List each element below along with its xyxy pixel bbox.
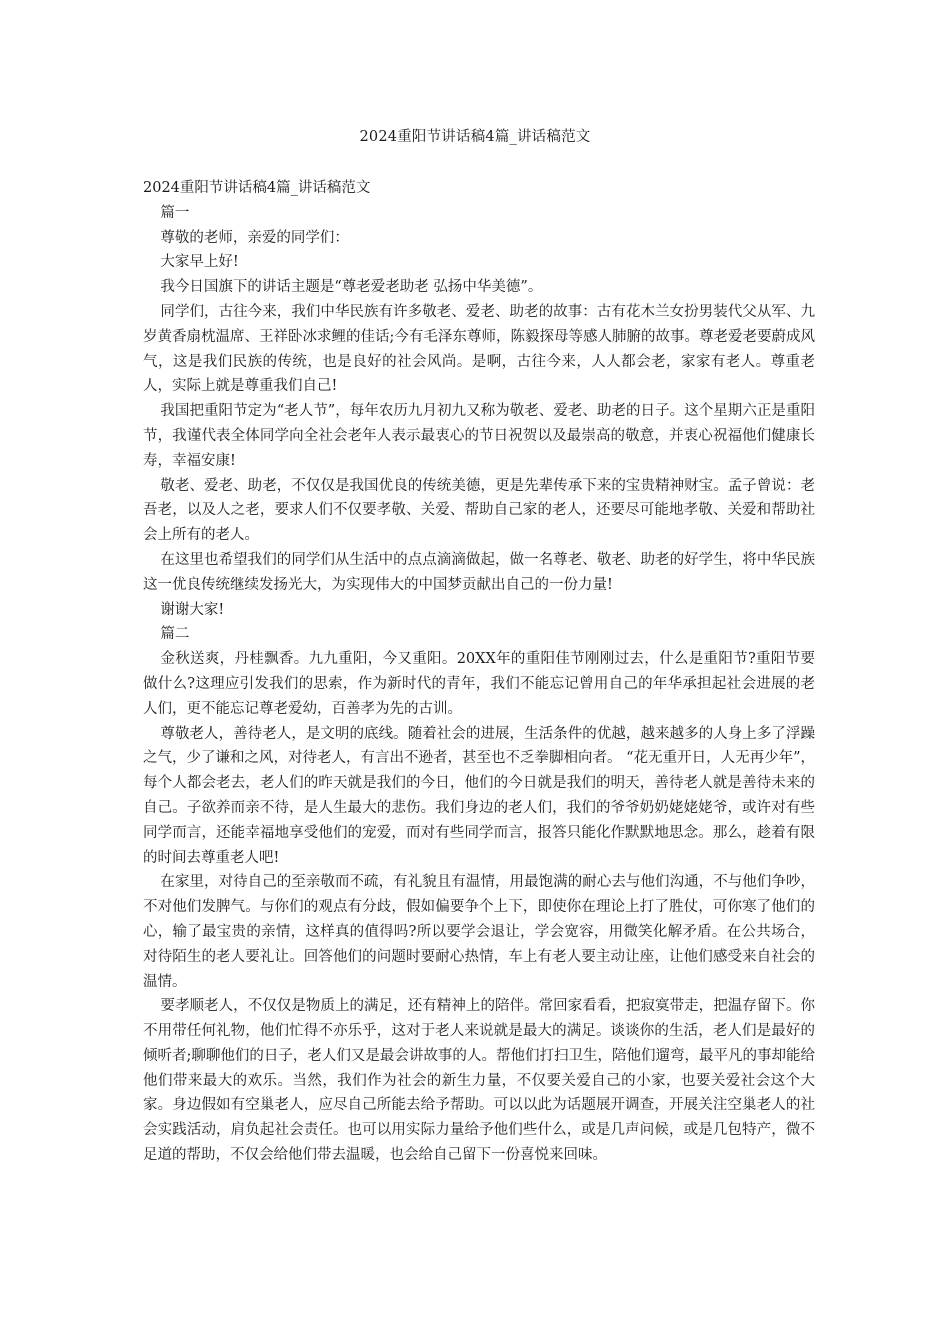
document-title: 2024重阳节讲话稿4篇_讲话稿范文	[359, 129, 591, 145]
paragraph: 我今日国旗下的讲话主题是“尊老爱老助老 弘扬中华美德”。	[160, 279, 543, 296]
salutation: 尊敬的老师，亲爱的同学们：	[160, 229, 349, 246]
closing: 谢谢大家!	[160, 601, 225, 618]
document-heading: 2024重阳节讲话稿4篇_讲话稿范文	[143, 180, 371, 196]
document-body	[143, 176, 815, 1168]
paragraph: 要孝顺老人，不仅仅是物质上的满足，还有精神上的陪伴。常回家看看，把寂寞带走，把温存留下。你不用带任何礼物，他们忙得不亦乐乎，这对于老人来说就是最大的满足。谈谈你的生活，老人们是最好的倾听者;聊聊他们的日子，老人们又是最会讲故事的人。帮他们打扫卫生，陪他们遛弯，最平凡的事却能给他们带来最大的欢乐。当然，我们作为社会的新生力量，不仅要关爱自己的小家，也要关爱社会这个大家。身边假如有空巢老人，应尽自己所能去给予帮助。可以以此为话题展开调查，开展关注空巢老人的社会实践活动，肩负起社会责任。也可以用实际力量给予他们些什么，或是几声问候，或是几包特产，微不足道的帮助，不仅会给他们带去温暖，也会给自己留下一份喜悦来回味。	[143, 998, 815, 1164]
section-label-2: 篇二	[160, 626, 190, 643]
paragraph: 在这里也希望我们的同学们从生活中的点点滴滴做起，做一名尊老、敬老、助老的好学生，将中华民族这一优良传统继续发扬光大，为实现伟大的中国梦贡献出自己的一份力量!	[143, 551, 815, 593]
paragraph: 敬老、爱老、助老，不仅仅是我国优良的传统美德，更是先辈传承下来的宝贵精神财宝。孟子曾说：老吾老，以及人之老，要求人们不仅要孝敬、关爱、帮助自己家的老人，还要尽可能地孝敬、关爱和帮助社会上所有的老人。	[143, 477, 815, 544]
greeting: 大家早上好!	[160, 254, 239, 271]
paragraph: 金秋送爽，丹桂飘香。九九重阳，今又重阳。20XX年的重阳佳节刚刚过去，什么是重阳节?重阳节要做什么?这理应引发我们的思索，作为新时代的青年，我们不能忘记曾用自己的年华承担起社会进展的老人们，更不能忘记尊老爱幼，百善孝为先的古训。	[143, 651, 815, 717]
section-label-1: 篇一	[160, 204, 190, 221]
paragraph: 尊敬老人，善待老人，是文明的底线。随着社会的进展，生活条件的优越，越来越多的人身上多了浮躁之气，少了谦和之风，对待老人，有言出不逊者，甚至也不乏拳脚相向者。 “花无重开日，人无再少年”，每个人都会老去，老人们的昨天就是我们的今日，他们的今日就是我们的明天，善待老人就是善待未来的自己。子欲养而亲不待，是人生最大的悲伤。我们身边的老人们，我们的爷爷奶奶姥姥姥爷，或许对有些同学而言，还能幸福地享受他们的宠爱，而对有些同学而言，报答只能化作默默地思念。那么，趁着有限的时间去尊重老人吧!	[143, 725, 815, 866]
paragraph: 在家里，对待自己的至亲敬而不疏，有礼貌且有温情，用最饱满的耐心去与他们沟通，不与他们争吵，不对他们发脾气。与你们的观点有分歧，假如偏要争个上下，即使你在理论上打了胜仗，可你寒了他们的心，输了最宝贵的亲情，这样真的值得吗?所以要学会退让，学会宽容，用微笑化解矛盾。在公共场合，对待陌生的老人要礼让。回答他们的问题时要耐心热情，车上有老人要主动让座，让他们感受来自社会的温情。	[143, 874, 815, 990]
paragraph: 同学们，古往今来，我们中华民族有许多敬老、爱老、助老的故事：古有花木兰女扮男装代父从军、九岁黄香扇枕温席、王祥卧冰求鲤的佳话;今有毛泽东尊师，陈毅探母等感人肺腑的故事。尊老爱老要蔚成风气，这是我们民族的传统，也是良好的社会风尚。是啊，古往今来，人人都会老，家家有老人。尊重老人，实际上就是尊重我们自己!	[143, 303, 815, 395]
paragraph: 我国把重阳节定为“老人节”，每年农历九月初九又称为敬老、爱老、助老的日子。这个星期六正是重阳节，我谨代表全体同学向全社会老年人表示最衷心的节日祝贺以及最崇高的敬意，并衷心祝福他们健康长寿，幸福安康!	[143, 403, 815, 469]
